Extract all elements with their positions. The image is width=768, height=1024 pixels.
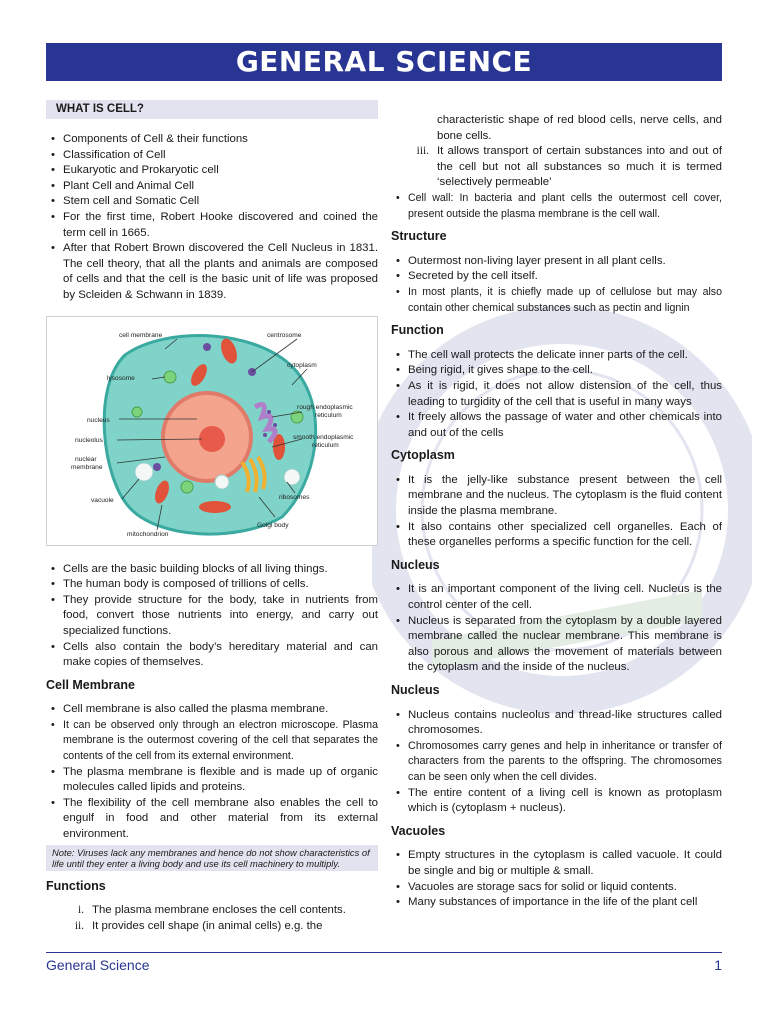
item-text: It provides cell shape (in animal cells) e.g. the: [92, 919, 323, 932]
list-item: • Cell membrane is also called the plasma membrane.: [46, 702, 378, 718]
label-lysosome: lysosome: [107, 374, 135, 382]
what-is-cell-heading: WHAT IS CELL?: [46, 100, 378, 119]
list-item: • After that Robert Brown discovered the Cell Nucleus in 1831. The cell theory, that all the plants and animals are composed of cells and that the cell is the basic unit of life was proposed by Scleiden & Schwann in 1839.: [46, 241, 378, 303]
list-item: • It is the jelly-like substance present between the cell membrane and the nucleus. The cytoplasm is the fluid content inside the plasma membrane.: [391, 473, 722, 520]
cell-diagram-svg: [47, 317, 377, 545]
list-item: • The entire content of a living cell is known as protoplasm which is (cytoplasm + nucleus).: [391, 786, 722, 817]
vacuole-shape: [215, 475, 229, 489]
cytoplasm-list: [391, 473, 722, 551]
cell-membrane-heading: Cell Membrane: [46, 677, 135, 692]
list-item: • In most plants, it is chiefly made up of cellulose but may also contain other chemical substances such as pectin and lignin: [391, 285, 722, 316]
list-item: • For the first time, Robert Hooke discovered and coined the term cell in 1665.: [46, 210, 378, 241]
list-item: • Empty structures in the cytoplasm is called vacuole. It could be single and big or multiple & small.: [391, 848, 722, 879]
list-item: • It also contains other specialized cell organelles. Each of these organelles performs a specific function for the cell.: [391, 520, 722, 551]
page-number: 1: [714, 957, 722, 973]
list-item: • Nucleus is separated from the cytoplasm by a double layered membrane called the nuclear membrane. This membrane is also porous and allows the movement of materials between the cytoplasm and the inside of the nucleus.: [391, 614, 722, 676]
virus-note: Note: Viruses lack any membranes and hence do not show characteristics of life until they enter a living body and use its cell machinery to multiply.: [46, 845, 378, 871]
label-cell-membrane: cell membrane: [119, 331, 163, 339]
item-number: i.: [77, 904, 84, 917]
label-ribosomes: ribosomes: [279, 493, 310, 501]
label-centrosome: centrosome: [267, 331, 302, 339]
list-item: • Components of Cell & their functions: [46, 132, 378, 148]
footer-title: General Science: [46, 957, 150, 973]
cell-membrane-list: [46, 702, 378, 842]
label-rough-er-1: rough endoplasmic: [297, 403, 353, 411]
list-item: • Classification of Cell: [46, 148, 378, 164]
list-item: • It freely allows the passage of water and other chemicals into and out of the cells: [391, 410, 722, 441]
cytoplasm-heading: Cytoplasm: [391, 448, 455, 463]
lysosome-shape: [164, 371, 176, 383]
list-item: • Nucleus contains nucleolus and thread-like structures called chromosomes.: [391, 708, 722, 739]
functions-heading: Functions: [46, 878, 106, 893]
list-item: • Secreted by the cell itself.: [391, 269, 722, 285]
label-nucleus: nucleus: [87, 416, 110, 424]
what-is-cell-list: [46, 132, 378, 304]
label-smooth-er-2: reticulum: [312, 441, 339, 449]
cells-list: [46, 562, 378, 671]
item-number: ii.: [74, 919, 84, 932]
label-cytoplasm: cytoplasm: [287, 361, 317, 369]
label-nucleolus: nucleolus: [75, 436, 103, 444]
functions-list: [46, 903, 378, 934]
label-rough-er-2: reticulum: [315, 411, 342, 419]
list-item: • Cells also contain the body’s hereditary material and can make copies of themselves.: [46, 640, 378, 671]
list-item: • It is an important component of the living cell. Nucleus is the control center of the cell.: [391, 582, 722, 613]
list-item: • Cells are the basic building blocks of all living things.: [46, 562, 378, 578]
list-item: [46, 919, 378, 935]
item-text: It allows transport of certain substances into and out of the cell but not all substances so much it is termed ‘selectively permeable’: [437, 145, 722, 189]
centrosome-shape: [203, 343, 211, 351]
structure-heading: Structure: [391, 229, 447, 244]
structure-list: [391, 254, 722, 316]
list-item: • It can be observed only through an electron microscope. Plasma membrane is the outermost covering of the cell that separates the contents of the cell from its external environment.: [46, 718, 378, 765]
vacuole-shape: [135, 463, 153, 481]
list-item: • Chromosomes carry genes and help in inheritance or transfer of characters from the parents to the offspring. The chromosomes can be seen only when the cell divides.: [391, 739, 722, 786]
list-item: • Vacuoles are storage sacs for solid or liquid contents.: [391, 880, 722, 896]
right-column: [391, 113, 722, 911]
vacuoles-list: [391, 848, 722, 910]
cell-wall-list: [391, 191, 722, 222]
vacuole-shape: [284, 469, 300, 485]
list-item: • Being rigid, it gives shape to the cell.: [391, 363, 722, 379]
item-number: iii.: [416, 145, 429, 158]
label-nuclear-membrane-2: membrane: [71, 463, 103, 471]
list-item: • Plant Cell and Animal Cell: [46, 179, 378, 195]
list-item: [46, 903, 378, 919]
footer-divider: [46, 952, 722, 953]
nucleus-list-2: [391, 708, 722, 817]
label-smooth-er-1: smooth endoplasmic: [293, 433, 354, 441]
list-item: • Stem cell and Somatic Cell: [46, 194, 378, 210]
list-item: • The flexibility of the cell membrane also enables the cell to engulf in food and other material from its external environment.: [46, 796, 378, 843]
nucleus-heading: Nucleus: [391, 557, 440, 572]
list-item: • The cell wall protects the delicate inner parts of the cell.: [391, 348, 722, 364]
function-heading: Function: [391, 323, 444, 338]
nucleolus-shape: [199, 426, 225, 452]
left-column: [46, 100, 378, 934]
list-item: • Cell wall: In bacteria and plant cells the outermost cell cover, present outside the plasma membrane is the cell wall.: [391, 191, 722, 222]
label-mitochondrion: mitochondrion: [127, 530, 169, 538]
label-vacuole: vacuole: [91, 496, 114, 504]
label-golgi-body: Golgi body: [257, 521, 289, 529]
centrosome-shape: [153, 463, 161, 471]
item-text: The plasma membrane encloses the cell contents.: [92, 904, 346, 917]
animal-cell-diagram: [46, 316, 378, 546]
list-item: • Outermost non-living layer present in all plant cells.: [391, 254, 722, 270]
mitochondrion-shape: [199, 501, 231, 513]
list-item: • As it is rigid, it does not allow distension of the cell, thus leading to turgidity of the cell that is useful in many ways: [391, 379, 722, 410]
lysosome-shape: [181, 481, 193, 493]
page-title: GENERAL SCIENCE: [46, 43, 722, 81]
list-item: • The plasma membrane is flexible and is made up of organic molecules called lipids and proteins.: [46, 765, 378, 796]
label-nuclear-membrane-1: nuclear: [75, 455, 97, 463]
nucleus-list: [391, 582, 722, 676]
list-item: [391, 144, 722, 191]
functions-list-continued: [391, 144, 722, 191]
list-item: • Eukaryotic and Prokaryotic cell: [46, 163, 378, 179]
nucleus-heading-2: Nucleus: [391, 683, 440, 697]
list-item: • Many substances of importance in the life of the plant cell: [391, 895, 722, 911]
list-item: • They provide structure for the body, take in nutrients from food, convert those nutrients into energy, and carry out specialized functions.: [46, 593, 378, 640]
lysosome-shape: [132, 407, 142, 417]
continued-text: characteristic shape of red blood cells, nerve cells, and bone cells.: [437, 114, 722, 142]
function-list: [391, 348, 722, 442]
vacuoles-heading: Vacuoles: [391, 823, 446, 838]
list-item: • The human body is composed of trillions of cells.: [46, 577, 378, 593]
